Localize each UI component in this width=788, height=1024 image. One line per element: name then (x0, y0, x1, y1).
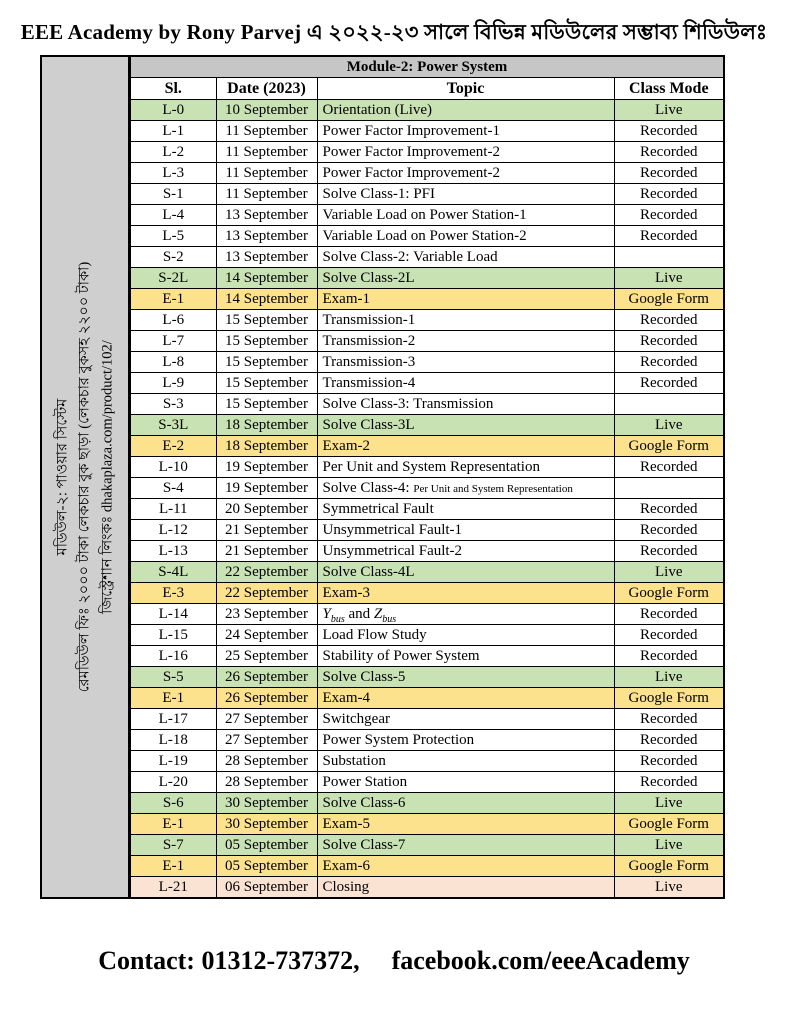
topic-cell: Solve Class-1: PFI (317, 184, 614, 205)
topic-cell: Power Factor Improvement-2 (317, 142, 614, 163)
topic-cell: Exam-2 (317, 436, 614, 457)
class-mode-cell: Recorded (614, 226, 724, 247)
table-row (130, 814, 724, 835)
topic-cell: Solve Class-6 (317, 793, 614, 814)
sl-cell: S-1 (130, 184, 216, 205)
contact-number: Contact: 01312-737372, (98, 946, 360, 975)
class-mode-cell (614, 394, 724, 415)
col-header-topic: Topic (317, 78, 614, 100)
class-mode-cell (614, 247, 724, 268)
table-row (130, 625, 724, 646)
table-row (130, 436, 724, 457)
table-row (130, 373, 724, 394)
sl-cell: L-14 (130, 604, 216, 625)
table-row (130, 520, 724, 541)
date-cell: 28 September (216, 751, 317, 772)
topic-cell: Exam-6 (317, 856, 614, 877)
table-row (130, 646, 724, 667)
topic-cell: Solve Class-2: Variable Load (317, 247, 614, 268)
table-row (130, 478, 724, 499)
date-cell: 25 September (216, 646, 317, 667)
table-row (130, 877, 724, 899)
sidebar-registration-link-line: জিস্ট্রেশান লিংকঃ dhakaplaza.com/product/102/ (99, 340, 116, 614)
schedule-table (129, 55, 725, 899)
class-mode-cell: Recorded (614, 373, 724, 394)
col-header-class-mode: Class Mode (614, 78, 724, 100)
table-row (130, 772, 724, 793)
table-row (130, 184, 724, 205)
class-mode-cell: Recorded (614, 751, 724, 772)
table-row (130, 163, 724, 184)
topic-cell: Solve Class-4: Per Unit and System Representation (317, 478, 614, 499)
sl-cell: L-5 (130, 226, 216, 247)
sl-cell: L-7 (130, 331, 216, 352)
date-cell: 15 September (216, 394, 317, 415)
date-cell: 26 September (216, 667, 317, 688)
class-mode-cell: Live (614, 268, 724, 289)
table-row (130, 583, 724, 604)
class-mode-cell: Google Form (614, 856, 724, 877)
class-mode-cell: Live (614, 562, 724, 583)
class-mode-cell: Recorded (614, 646, 724, 667)
sl-cell: E-2 (130, 436, 216, 457)
date-cell: 05 September (216, 835, 317, 856)
table-row (130, 541, 724, 562)
topic-cell: Symmetrical Fault (317, 499, 614, 520)
topic-cell: Switchgear (317, 709, 614, 730)
date-cell: 20 September (216, 499, 317, 520)
table-row (130, 268, 724, 289)
table-row (130, 121, 724, 142)
date-cell: 21 September (216, 520, 317, 541)
table-row (130, 226, 724, 247)
topic-cell: Transmission-4 (317, 373, 614, 394)
class-mode-cell: Recorded (614, 457, 724, 478)
date-cell: 14 September (216, 289, 317, 310)
sl-cell: L-6 (130, 310, 216, 331)
sl-cell: L-15 (130, 625, 216, 646)
date-cell: 26 September (216, 688, 317, 709)
date-cell: 18 September (216, 436, 317, 457)
date-cell: 24 September (216, 625, 317, 646)
topic-cell: Unsymmetrical Fault-2 (317, 541, 614, 562)
sl-cell: L-3 (130, 163, 216, 184)
class-mode-cell: Recorded (614, 604, 724, 625)
topic-cell: Transmission-2 (317, 331, 614, 352)
topic-cell: Closing (317, 877, 614, 899)
topic-cell: Variable Load on Power Station-2 (317, 226, 614, 247)
sl-cell: L-1 (130, 121, 216, 142)
class-mode-cell: Recorded (614, 310, 724, 331)
contact-footer (0, 946, 788, 976)
col-header-date: Date (2023) (216, 78, 317, 100)
date-cell: 14 September (216, 268, 317, 289)
class-mode-cell: Recorded (614, 205, 724, 226)
table-row (130, 730, 724, 751)
date-cell: 06 September (216, 877, 317, 899)
date-cell: 11 September (216, 163, 317, 184)
class-mode-cell: Recorded (614, 709, 724, 730)
table-row (130, 751, 724, 772)
date-cell: 11 September (216, 184, 317, 205)
date-cell: 30 September (216, 814, 317, 835)
sl-cell: S-4L (130, 562, 216, 583)
date-cell: 22 September (216, 562, 317, 583)
table-row (130, 709, 724, 730)
class-mode-cell: Recorded (614, 772, 724, 793)
sl-cell: L-21 (130, 877, 216, 899)
sl-cell: S-4 (130, 478, 216, 499)
date-cell: 15 September (216, 373, 317, 394)
class-mode-cell: Recorded (614, 352, 724, 373)
topic-cell: Power Factor Improvement-1 (317, 121, 614, 142)
table-row (130, 688, 724, 709)
topic-cell: Per Unit and System Representation (317, 457, 614, 478)
date-cell: 30 September (216, 793, 317, 814)
date-cell: 11 September (216, 121, 317, 142)
class-mode-cell: Google Form (614, 688, 724, 709)
topic-cell: Unsymmetrical Fault-1 (317, 520, 614, 541)
sl-cell: S-7 (130, 835, 216, 856)
column-header-row (130, 78, 724, 100)
class-mode-cell: Recorded (614, 730, 724, 751)
table-row (130, 289, 724, 310)
class-mode-cell (614, 478, 724, 499)
class-mode-cell: Live (614, 793, 724, 814)
sl-cell: S-5 (130, 667, 216, 688)
col-header-sl: Sl. (130, 78, 216, 100)
topic-cell: Stability of Power System (317, 646, 614, 667)
class-mode-cell: Google Form (614, 436, 724, 457)
topic-cell: Solve Class-4L (317, 562, 614, 583)
date-cell: 18 September (216, 415, 317, 436)
sl-cell: S-3 (130, 394, 216, 415)
sl-cell: L-19 (130, 751, 216, 772)
date-cell: 28 September (216, 772, 317, 793)
table-row (130, 835, 724, 856)
date-cell: 10 September (216, 100, 317, 121)
date-cell: 15 September (216, 331, 317, 352)
sl-cell: E-3 (130, 583, 216, 604)
topic-cell: Power Factor Improvement-2 (317, 163, 614, 184)
sidebar-note (51, 67, 118, 887)
sl-cell: S-6 (130, 793, 216, 814)
table-row (130, 856, 724, 877)
facebook-link-text: facebook.com/eeeAcademy (391, 946, 690, 975)
sl-cell: E-1 (130, 814, 216, 835)
sl-cell: L-0 (130, 100, 216, 121)
class-mode-cell: Live (614, 835, 724, 856)
sl-cell: S-3L (130, 415, 216, 436)
sl-cell: E-1 (130, 289, 216, 310)
sl-cell: L-18 (130, 730, 216, 751)
table-row (130, 331, 724, 352)
class-mode-cell: Recorded (614, 499, 724, 520)
sl-cell: S-2 (130, 247, 216, 268)
class-mode-cell: Google Form (614, 289, 724, 310)
table-row (130, 394, 724, 415)
page-title: EEE Academy by Rony Parvej এ ২০২২-২৩ সালে বিভিন্ন মডিউলের সম্ভাব্য শিডিউলঃ (20, 20, 768, 44)
date-cell: 23 September (216, 604, 317, 625)
topic-cell: Transmission-3 (317, 352, 614, 373)
table-row (130, 793, 724, 814)
sl-cell: E-1 (130, 688, 216, 709)
table-row (130, 562, 724, 583)
schedule-board (40, 55, 725, 899)
module-header-row (130, 56, 724, 78)
date-cell: 05 September (216, 856, 317, 877)
class-mode-cell: Live (614, 415, 724, 436)
class-mode-cell: Google Form (614, 583, 724, 604)
topic-cell: Exam-5 (317, 814, 614, 835)
topic-cell: Power Station (317, 772, 614, 793)
class-mode-cell: Google Form (614, 814, 724, 835)
date-cell: 11 September (216, 142, 317, 163)
date-cell: 15 September (216, 352, 317, 373)
sidebar-fee-line: রেমডিউল ফিঃ ২০০০ টাকা লেকচার বুক ছাড়া (লেকচার বুকসহ ২২০০ টাকা) (76, 261, 93, 693)
topic-cell: Solve Class-2L (317, 268, 614, 289)
date-cell: 22 September (216, 583, 317, 604)
table-row (130, 142, 724, 163)
class-mode-cell: Recorded (614, 184, 724, 205)
date-cell: 13 September (216, 205, 317, 226)
class-mode-cell: Live (614, 100, 724, 121)
table-row (130, 667, 724, 688)
date-cell: 19 September (216, 478, 317, 499)
date-cell: 27 September (216, 709, 317, 730)
class-mode-cell: Recorded (614, 121, 724, 142)
sl-cell: S-2L (130, 268, 216, 289)
table-row (130, 205, 724, 226)
module-title: Module-2: Power System (130, 56, 724, 78)
topic-cell: Variable Load on Power Station-1 (317, 205, 614, 226)
topic-cell: Power System Protection (317, 730, 614, 751)
sl-cell: L-2 (130, 142, 216, 163)
topic-cell: Load Flow Study (317, 625, 614, 646)
topic-cell: Exam-3 (317, 583, 614, 604)
class-mode-cell: Recorded (614, 625, 724, 646)
topic-cell: Transmission-1 (317, 310, 614, 331)
table-row (130, 247, 724, 268)
date-cell: 13 September (216, 247, 317, 268)
date-cell: 15 September (216, 310, 317, 331)
sl-cell: L-9 (130, 373, 216, 394)
sl-cell: L-13 (130, 541, 216, 562)
topic-cell: Solve Class-7 (317, 835, 614, 856)
sidebar-module-line: মডিউল-২: পাওয়ার সিস্টেম (54, 398, 71, 556)
sl-cell: L-11 (130, 499, 216, 520)
topic-cell: Solve Class-5 (317, 667, 614, 688)
topic-cell: Solve Class-3: Transmission (317, 394, 614, 415)
table-row (130, 499, 724, 520)
table-row (130, 352, 724, 373)
class-mode-cell: Recorded (614, 331, 724, 352)
table-row (130, 415, 724, 436)
sl-cell: E-1 (130, 856, 216, 877)
date-cell: 27 September (216, 730, 317, 751)
date-cell: 21 September (216, 541, 317, 562)
table-row (130, 604, 724, 625)
sl-cell: L-17 (130, 709, 216, 730)
table-row (130, 100, 724, 121)
sl-cell: L-16 (130, 646, 216, 667)
class-mode-cell: Recorded (614, 520, 724, 541)
topic-cell: $Y_{bus}$ and $Z_{bus}$ (317, 604, 614, 625)
sl-cell: L-4 (130, 205, 216, 226)
class-mode-cell: Live (614, 667, 724, 688)
sl-cell: L-12 (130, 520, 216, 541)
class-mode-cell: Recorded (614, 163, 724, 184)
sidebar (40, 55, 129, 899)
table-row (130, 457, 724, 478)
date-cell: 13 September (216, 226, 317, 247)
sl-cell: L-8 (130, 352, 216, 373)
topic-cell: Solve Class-3L (317, 415, 614, 436)
class-mode-cell: Recorded (614, 142, 724, 163)
table-row (130, 310, 724, 331)
date-cell: 19 September (216, 457, 317, 478)
class-mode-cell: Recorded (614, 541, 724, 562)
topic-cell: Exam-4 (317, 688, 614, 709)
topic-cell: Substation (317, 751, 614, 772)
sl-cell: L-20 (130, 772, 216, 793)
class-mode-cell: Live (614, 877, 724, 899)
topic-cell: Exam-1 (317, 289, 614, 310)
sl-cell: L-10 (130, 457, 216, 478)
topic-cell: Orientation (Live) (317, 100, 614, 121)
